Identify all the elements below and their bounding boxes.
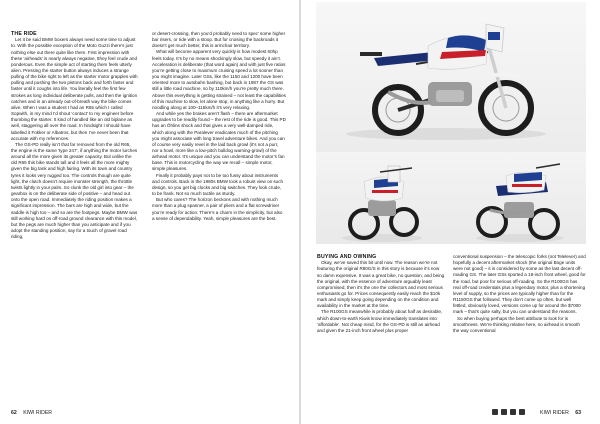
bike-rear-view: [476, 164, 564, 242]
paragraph: But who cares? The horizon beckons and with nothing much more than a plug spanner, a pair of pliers and a flat screwdriver you’re ready for action. There’s a charm in the simplicity, but also a sense of dependability. Yeah, simple pleasures are the best.: [152, 197, 283, 221]
paragraph: The R100GS meanwhile is probably about half as desirable, which down-to-earth Kiwis know immediately translates into ‘affordable’. Not cheap mind, for the GS-PD is still an airhead and given the 21-inch front wheel plus proper: [317, 309, 443, 333]
paragraph: Finally it probably pays not to be too fussy about instruments and controls. Back in the 1980s BMW took a robust view on such design, so you get big clocks and big switches. They look crude, to be frank. Not so much tactile as sturdy.: [152, 172, 284, 197]
section-heading-buying-and-owning: BUYING AND OWNING: [317, 254, 377, 260]
left-col-2: [152, 31, 286, 222]
right-page-footer: [540, 410, 581, 417]
right-col-2: [453, 254, 586, 334]
social-icons: [492, 409, 528, 416]
magazine-name: KIWI RIDER: [540, 410, 569, 416]
page-number: 63: [575, 410, 582, 416]
page-number: 62: [11, 410, 17, 416]
motorcycle-pair-illustration: [316, 152, 586, 244]
instagram-icon: [501, 409, 507, 415]
paragraph: Let it be said BMW boxers always need some time to adjust to. With the possible exception of the Moto Guzzi there’s just nothing else out there quite like them. First impression with these ‘airheads’ is nearly always negative, tthey feel crude and ponderous. Even the simple act of starting them feels utterly alien. Pressing the starter button always induces a strange pulling of the bike right to left as the starter motor grapples with pulling and pushing the two pistons back and forth faster and faster until it coughs into life. You literally feel the first few strokes as long individual deliberate pulls, and then the ignition catches and in an already out-of-breath way the bike comes alive. When I was a student I had an R65 which I called Sopwith, in my mind I’d shout ‘contact’ to my engineer before thumbing the starter. It kind of handled like an old biplane as well, staggering all over the road. In hindsight I should have labelled it Fokker or Albatros, but then I’ve never been that accurate with my references.: [11, 37, 138, 141]
paragraph: What will become apparent very quickly is how modest 60hp feels today. It’s by no means shockingly slow, but speedy it ain’t. Acceleration is deliberate (that word again) and with just five ratios you’re getting close to maximum cruising speed a lot sooner than you might imagine. Later GSs, like the 1150 and 1200 have been oriented more to autobahn bashing, but back in 1987 the GS was still a little road machine, so by 110km/h you’re pretty much there. Above this everything is getting strained – not least the capabilities of this machine to slow, let alone stop, in anything like a hurry. But noodling along at 100–115km/h it’s very relaxing.: [152, 49, 286, 110]
page-gutter: [299, 0, 301, 424]
bike-front-view: [342, 166, 422, 242]
facebook-icon: [492, 409, 498, 415]
paragraph: The GS-PD really isn’t that far removed from the old R65, the engine is the same ‘type 247’, if anything the motor lurches around all the more given its greater capacity. But unlike the old R65 this bike stands tall and it feels all the more mighty given the big tank and high fairing. With its town and country tyres it looks very rugged too. The controls though are quite light, the clutch doesn’t require monster strength, the throttle twists lightly in your palm. So clunk the old girl into gear – the gearbox is on the deliberate side of positive – and head out onto the open road. Immediately the riding position makes a significant impression. The bars are high and wide, but the saddle is high too – and so are the footpegs. Maybe BMW was still working hard on off-road ground clearance with this model, but the pegs are much higher than you anticipate and if you adopt the standing position, say for a touch of gravel road riding,: [11, 141, 138, 240]
left-page-footer: [11, 410, 52, 417]
twitter-icon: [510, 409, 516, 415]
left-col-1: [11, 31, 138, 240]
youtube-icon: [519, 409, 525, 415]
paragraph: So when buying perhaps the best attribute to look for is smoothness. We’re thinking relative here, no airhead is smooth the way conventional: [453, 315, 580, 333]
right-col-1: [317, 254, 445, 334]
paragraph: And while yes the brakes aren’t flash – there are aftermarket upgrades to be readily found – the rest of the ride is good. This PD has an Öhlins shock and that gives a very well-damped ride, which along with the Paralever eradicates much of the pitching you might associate with long travel adventure bikes. And you can of course very easily revel in the laid back growl (it’s not a purr, nor a howl, more like a low-pitch bulldog warning-growl) of the airhead motor. It’s unique and you can understand the motor’s fan base. This is motorcycling the way we recall – simple motor, simple pleasures.: [152, 111, 286, 172]
motorcycle-side-illustration: [316, 2, 586, 152]
paragraph: conventional suspension – the telescopic forks (not Telelever) and hopefully a decent aftermarket shock (the original Boge units were not good) – it is considered by some as the last decent off-roading GS. The later GSs sported a 19-inch front wheel, good for the road, but poor for serious off-roading. So the R100GS has real off-road credentials plus a legendary motor, plus a shortening level of supply, so the prices are typically higher than for the R1150GS that followed. They don’t come up often, but well fettled, obviously loved, versions come up for around the $7000 mark – that’s quite salty, but you can understand the reasons.: [453, 254, 586, 315]
photo-motorcycle-pair: [316, 152, 586, 244]
photo-motorcycle-side: [316, 2, 586, 152]
section-heading-the-ride: THE RIDE: [11, 31, 37, 37]
paragraph: or desert-crossing, then you’d probably need to spec’ some higher bar risers, or ride with a stoop. But for cruising the backroads it doesn’t get much better, this is armchair territory.: [152, 31, 286, 49]
paragraph: Okay, we’ve saved this bit until now. The reason we’re not featuring the original R80G/S in this story is because it’s now so damn expensive. It was a great bike, no question, and being the original, with the essence of adventure arguably least compromised, then it’s the one the collectors and most serious enthusiasts go for. Prices consequently easily reach the $10k mark and simply keep going depending on the condition and availability in the market at the time.: [317, 260, 445, 309]
magazine-name: KIWI RIDER: [23, 410, 53, 416]
